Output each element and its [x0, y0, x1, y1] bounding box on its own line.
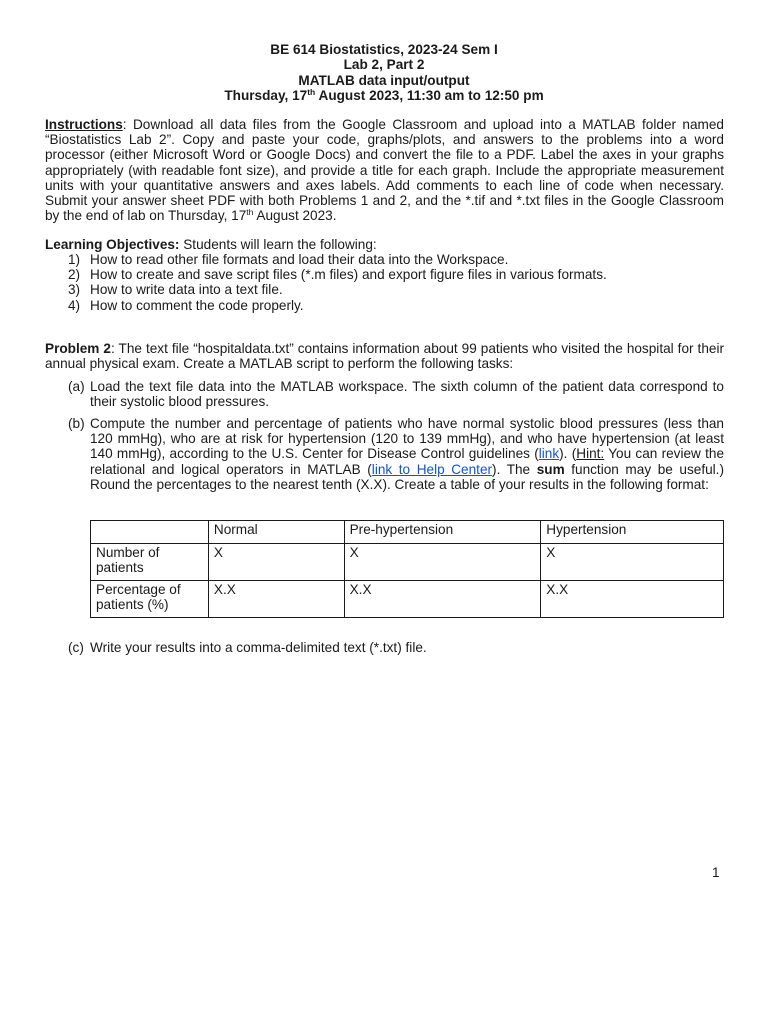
learning-objectives-heading: Learning Objectives: Students will learn the following: [45, 237, 377, 252]
table-cell: X [344, 544, 541, 581]
table-row [91, 544, 724, 581]
table-row [91, 581, 724, 618]
help-center-link[interactable]: link to Help Center [371, 461, 493, 477]
table-cell: X [208, 544, 344, 581]
table-cell: Pre-hypertension [344, 521, 541, 544]
list-item: 3) How to write data into a text file. [68, 282, 283, 298]
objectives-list [45, 252, 724, 313]
list-item: 1) How to read other file formats and load their data into the Workspace. [68, 252, 509, 267]
lab-title: Lab 2, Part 2 [343, 57, 425, 73]
table-header-row [91, 521, 724, 544]
document-header [0, 42, 768, 104]
table-cell: Number of patients [91, 544, 209, 581]
sum-keyword: sum [536, 461, 565, 477]
problem2-part-a: (a) Load the text file data into the MATLAB workspace. The sixth column of the patient data correspond to their systolic blood pressures. [68, 379, 724, 410]
list-item: 2) How to create and save script files (*.m files) and export figure files in various formats. [68, 267, 607, 283]
page-number: 1 [712, 865, 720, 880]
course-title: BE 614 Biostatistics, 2023-24 Sem I [270, 42, 498, 57]
table-cell: X [541, 544, 724, 581]
table-cell: Hypertension [541, 521, 724, 544]
table-cell: X.X [344, 581, 541, 618]
table-cell: X.X [208, 581, 344, 618]
problem2-part-c: (c) Write your results into a comma-delimited text (*.txt) file. [68, 640, 427, 655]
problem2-label: Problem 2 [45, 341, 111, 356]
lab-date: Thursday, 17th August 2023, 11:30 am to 12:50 pm [224, 87, 544, 104]
table-cell: X.X [541, 581, 724, 618]
table-cell: Percentage of patients (%) [91, 581, 209, 618]
instructions-paragraph: Instructions: Download all data files from the Google Classroom and upload into a MATLAB folder named “Biostatistics Lab 2”. Copy and paste your code, graphs/plots, and answers to the problems into a word processor (either Microsoft Word or Google Docs) and convert the file to a PDF. Label the axes in your graphs appropriately (with readable font size), and provide a title for each graph. Include the appropriate measurement units with your quantitative answers and axes labels. Add comments to each line of code when necessary. Submit your answer sheet PDF with both Problems 1 and 2, and the *.tif and *.txt files in the Google Classroom by the end of lab on Thursday, 17th August 2023. [45, 117, 724, 224]
table-cell: Normal [208, 521, 344, 544]
hint-label: Hint: [576, 446, 605, 462]
problem2-part-b: (b) Compute the number and percentage of patients who have normal systolic blood pressures (less than 120 mmHg), who are at risk for hypertension (120 to 139 mmHg), and who have hypertension (at least 140 mmHg), according to the U.S. Center for Disease Control guidelines (link). (Hint: You can review the relational and logical operators in MATLAB (link to Help Center). The sum function may be useful.) Round the percentages to the nearest tenth (X.X). Create a table of your results in the following format: [68, 416, 725, 492]
cdc-guidelines-link[interactable]: link [538, 446, 560, 462]
lab-topic: MATLAB data input/output [298, 72, 470, 88]
problem2-intro: Problem 2: The text file “hospitaldata.txt” contains information about 99 patients who visited the hospital for their annual physical exam. Create a MATLAB script to perform the following tasks: [45, 341, 724, 372]
list-item: 4) How to comment the code properly. [68, 297, 304, 313]
results-table [90, 520, 724, 618]
table-cell [91, 521, 209, 544]
instructions-label: Instructions [45, 117, 123, 132]
objectives-label: Learning Objectives: [45, 237, 180, 252]
